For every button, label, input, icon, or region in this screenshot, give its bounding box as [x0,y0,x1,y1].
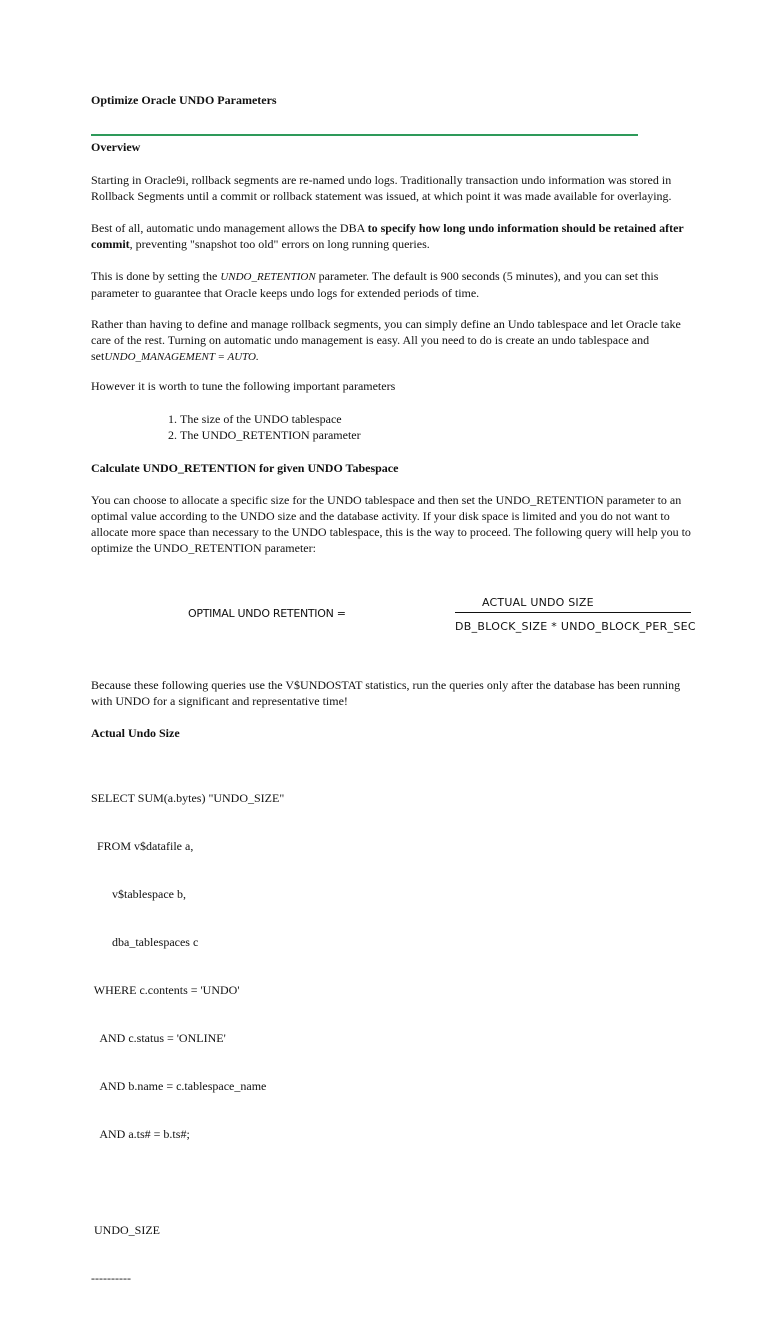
undo-management-param: UNDO_MANAGEMENT = AUTO. [104,351,259,363]
code-line [91,1174,284,1190]
code-line: AND b.name = c.tablespace_name [91,1079,267,1093]
undo-tablespace-text: Rather than having to define and manage rollback segments, you can simply define an Undo tablespace and let Oracle take care of the rest. Turning on automatic undo management is easy. All you need to do is create an undo tablespace and set [91,317,681,363]
formula-fraction-bar [455,612,691,613]
actual-undo-size-heading: Actual Undo Size [91,726,180,740]
undo-retention-text-end: parameter. The default is 900 seconds (5 minutes), and you can set this parameter to guarantee that Oracle keeps undo logs for extended periods of time. [91,269,659,300]
formula-denominator: DB_BLOCK_SIZE * UNDO_BLOCK_PER_SEC [455,620,696,633]
retention-text-start: Best of all, automatic undo management allows the DBA [91,221,368,235]
sql-query-block [91,758,284,1318]
overview-paragraph: Starting in Oracle9i, rollback segments are re-named undo logs. Traditionally transaction undo information was stored in Rollback Segments until a commit or rollback statement was issued, at which point it was made available for overlaying. [91,173,672,203]
code-line: AND c.status = 'ONLINE' [91,1031,226,1045]
retention-bold-text: to specify how long undo information should be retained after commit [91,221,684,251]
calculate-retention-heading: Calculate UNDO_RETENTION for given UNDO Tabespace [91,461,399,475]
code-line: WHERE c.contents = 'UNDO' [91,983,240,997]
undo-retention-paragraph [91,268,697,301]
code-line: ---------- [91,1271,131,1285]
formula-left-side: OPTIMAL UNDO RETENTION = [188,607,346,620]
formula-numerator: ACTUAL UNDO SIZE [482,596,594,609]
code-line: SELECT SUM(a.bytes) "UNDO_SIZE" [91,791,285,805]
undo-retention-param: UNDO_RETENTION [220,271,316,283]
retention-paragraph [91,220,697,252]
code-line: AND a.ts# = b.ts#; [91,1127,190,1141]
tune-parameters-paragraph: However it is worth to tune the following important parameters [91,379,396,393]
vundostat-paragraph: Because these following queries use the V$UNDOSTAT statistics, run the queries only after the database has been running with UNDO for a significant and representative time! [91,678,681,708]
list-item: 1. The size of the UNDO tablespace [180,411,361,427]
undo-retention-text-start: This is done by setting the [91,269,221,283]
retention-text-end: , preventing "snapshot too old" errors on long running queries. [129,237,430,251]
list-item: 2. The UNDO_RETENTION parameter [180,427,361,443]
code-line: v$tablespace b, [91,887,186,901]
document-title: Optimize Oracle UNDO Parameters [91,93,277,107]
title-divider [91,134,638,136]
overview-heading: Overview [91,140,141,154]
optimal-retention-formula [188,593,696,639]
undo-tablespace-paragraph [91,316,697,365]
calculate-retention-paragraph: You can choose to allocate a specific size for the UNDO tablespace and then set the UNDO_RETENTION parameter to an optimal value according to the UNDO size and the database activity. If your disk space is limited and you do not want to allocate more space than necessary to the UNDO tablespace, this is the way to proceed. The following query will help you to optimize the UNDO_RETENTION parameter: [91,493,691,555]
tuning-parameters-list [153,411,361,443]
code-line: dba_tablespaces c [91,935,199,949]
code-line: FROM v$datafile a, [91,839,194,853]
code-line: UNDO_SIZE [91,1223,160,1237]
